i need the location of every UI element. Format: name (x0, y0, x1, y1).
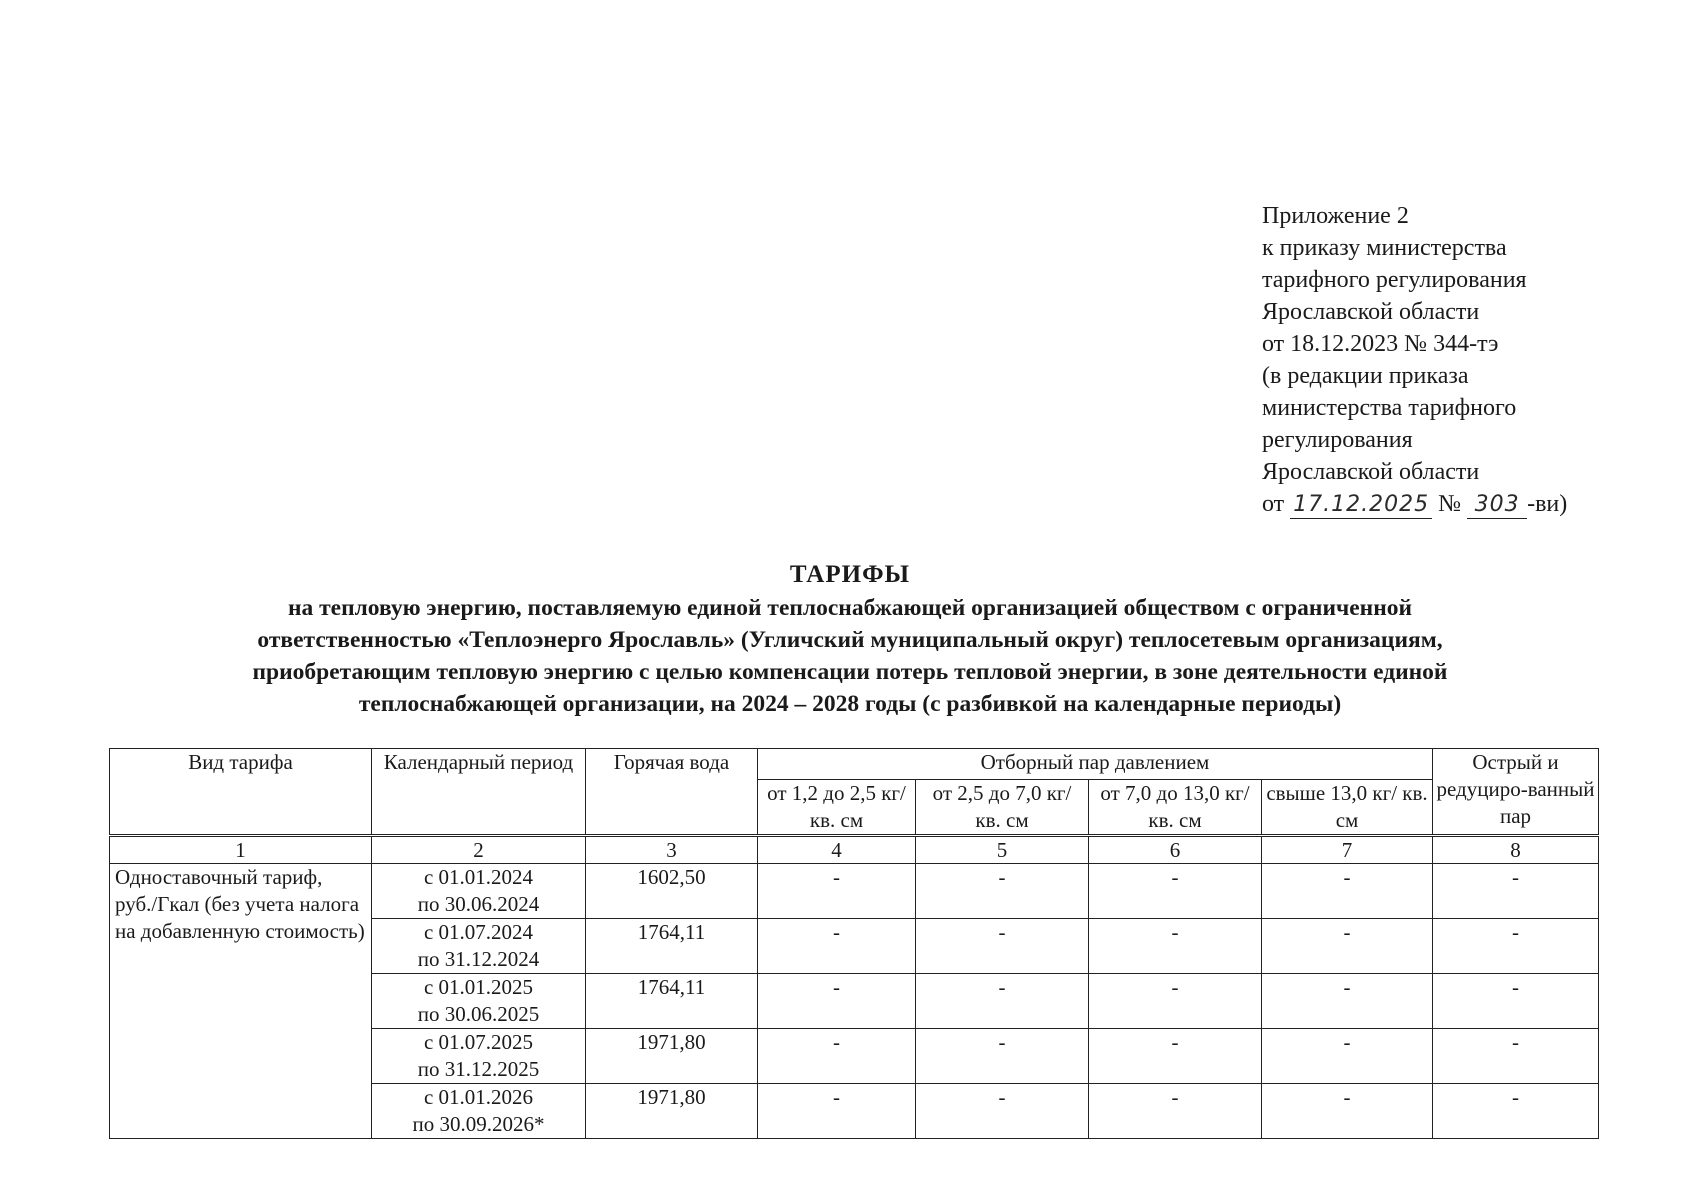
column-number-row (110, 836, 1599, 864)
document-title: ТАРИФЫ (789, 561, 911, 588)
period-to: по 30.09.2026* (412, 1112, 545, 1136)
table-row (110, 864, 1599, 919)
title-subline: приобретающим тепловую энергию с целью компенсации потерь тепловой энергии, в зоне деятельности единой (252, 659, 1448, 685)
period-to: по 31.12.2025 (417, 1057, 540, 1081)
appendix-line: Ярославской области (1262, 459, 1480, 485)
document-title-block (110, 558, 1590, 720)
amendment-prefix: от (1262, 491, 1285, 517)
column-number: 4 (758, 836, 916, 864)
value-cell: - (1089, 919, 1262, 974)
value-cell: - (916, 864, 1089, 919)
appendix-line: Приложение 2 (1262, 203, 1409, 229)
header-steam-group: Отборный пар давлением (758, 749, 1433, 780)
header-hot-water: Горячая вода (586, 749, 758, 836)
header-period: Календарный период (372, 749, 586, 836)
value-cell: - (758, 919, 916, 974)
value-cell: - (758, 1084, 916, 1139)
value-cell: - (1262, 864, 1433, 919)
column-number: 5 (916, 836, 1089, 864)
header-steam-2: от 2,5 до 7,0 кг/ кв. см (916, 780, 1089, 836)
column-number: 8 (1433, 836, 1599, 864)
appendix-line: регулирования (1262, 427, 1413, 453)
period-cell (372, 1029, 586, 1084)
appendix-line: к приказу министерства (1262, 235, 1507, 261)
header-row (110, 749, 1599, 780)
period-cell (372, 919, 586, 974)
header-sharp-steam: Острый и редуциро-ванный пар (1433, 749, 1599, 836)
header-steam-1: от 1,2 до 2,5 кг/ кв. см (758, 780, 916, 836)
value-cell: - (1433, 919, 1599, 974)
value-cell: - (916, 974, 1089, 1029)
value-cell: - (1089, 974, 1262, 1029)
period-from: с 01.07.2025 (423, 1030, 534, 1054)
appendix-block (1262, 200, 1662, 520)
appendix-amendment-line (1262, 488, 1662, 520)
value-cell: - (1433, 974, 1599, 1029)
hot-water-value: 1764,11 (586, 974, 758, 1029)
header-steam-3: от 7,0 до 13,0 кг/ кв. см (1089, 780, 1262, 836)
value-cell: - (1089, 864, 1262, 919)
title-subline: теплоснабжающей организации, на 2024 – 2028 годы (с разбивкой на календарные периоды) (358, 691, 1342, 717)
value-cell: - (1262, 1029, 1433, 1084)
column-number: 1 (110, 836, 372, 864)
hot-water-value: 1971,80 (586, 1029, 758, 1084)
period-cell (372, 864, 586, 919)
column-number: 3 (586, 836, 758, 864)
tariff-table (109, 748, 1599, 1139)
value-cell: - (916, 1029, 1089, 1084)
hot-water-value: 1764,11 (586, 919, 758, 974)
handwritten-number: 303 (1467, 492, 1527, 519)
value-cell: - (1262, 919, 1433, 974)
handwritten-date: 17.12.2025 (1290, 492, 1432, 519)
header-steam-4: свыше 13,0 кг/ кв. см (1262, 780, 1433, 836)
period-from: с 01.07.2024 (423, 920, 534, 944)
value-cell: - (1262, 974, 1433, 1029)
period-to: по 30.06.2024 (417, 892, 540, 916)
value-cell: - (758, 1029, 916, 1084)
value-cell: - (758, 864, 916, 919)
period-cell (372, 1084, 586, 1139)
period-from: с 01.01.2026 (423, 1085, 534, 1109)
period-from: с 01.01.2025 (423, 975, 534, 999)
amendment-suffix: -ви) (1527, 491, 1568, 517)
value-cell: - (916, 1084, 1089, 1139)
value-cell: - (758, 974, 916, 1029)
value-cell: - (1262, 1084, 1433, 1139)
column-number: 2 (372, 836, 586, 864)
value-cell: - (1433, 1084, 1599, 1139)
number-sign: № (1438, 491, 1462, 517)
title-subline: на тепловую энергию, поставляемую единой теплоснабжающей организацией обществом с ограниченной (287, 595, 1413, 621)
hot-water-value: 1602,50 (586, 864, 758, 919)
appendix-line: министерства тарифного (1262, 395, 1517, 421)
period-to: по 30.06.2025 (417, 1002, 540, 1026)
period-cell (372, 974, 586, 1029)
appendix-line: (в редакции приказа (1262, 363, 1469, 389)
appendix-line: тарифного регулирования (1262, 267, 1527, 293)
value-cell: - (1089, 1084, 1262, 1139)
appendix-line: Ярославской области (1262, 299, 1480, 325)
header-tariff-type: Вид тарифа (110, 749, 372, 836)
hot-water-value: 1971,80 (586, 1084, 758, 1139)
value-cell: - (1433, 864, 1599, 919)
column-number: 6 (1089, 836, 1262, 864)
column-number: 7 (1262, 836, 1433, 864)
value-cell: - (1089, 1029, 1262, 1084)
period-to: по 31.12.2024 (417, 947, 540, 971)
appendix-line: от 18.12.2023 № 344-тэ (1262, 331, 1499, 357)
value-cell: - (916, 919, 1089, 974)
tariff-type-cell: Одноставочный тариф, руб./Гкал (без учета налога на добавленную стоимость) (110, 864, 372, 1139)
value-cell: - (1433, 1029, 1599, 1084)
title-subline: ответственностью «Теплоэнерго Ярославль» (Угличский муниципальный округ) теплосетевым организациям, (257, 627, 1443, 653)
period-from: с 01.01.2024 (423, 865, 534, 889)
